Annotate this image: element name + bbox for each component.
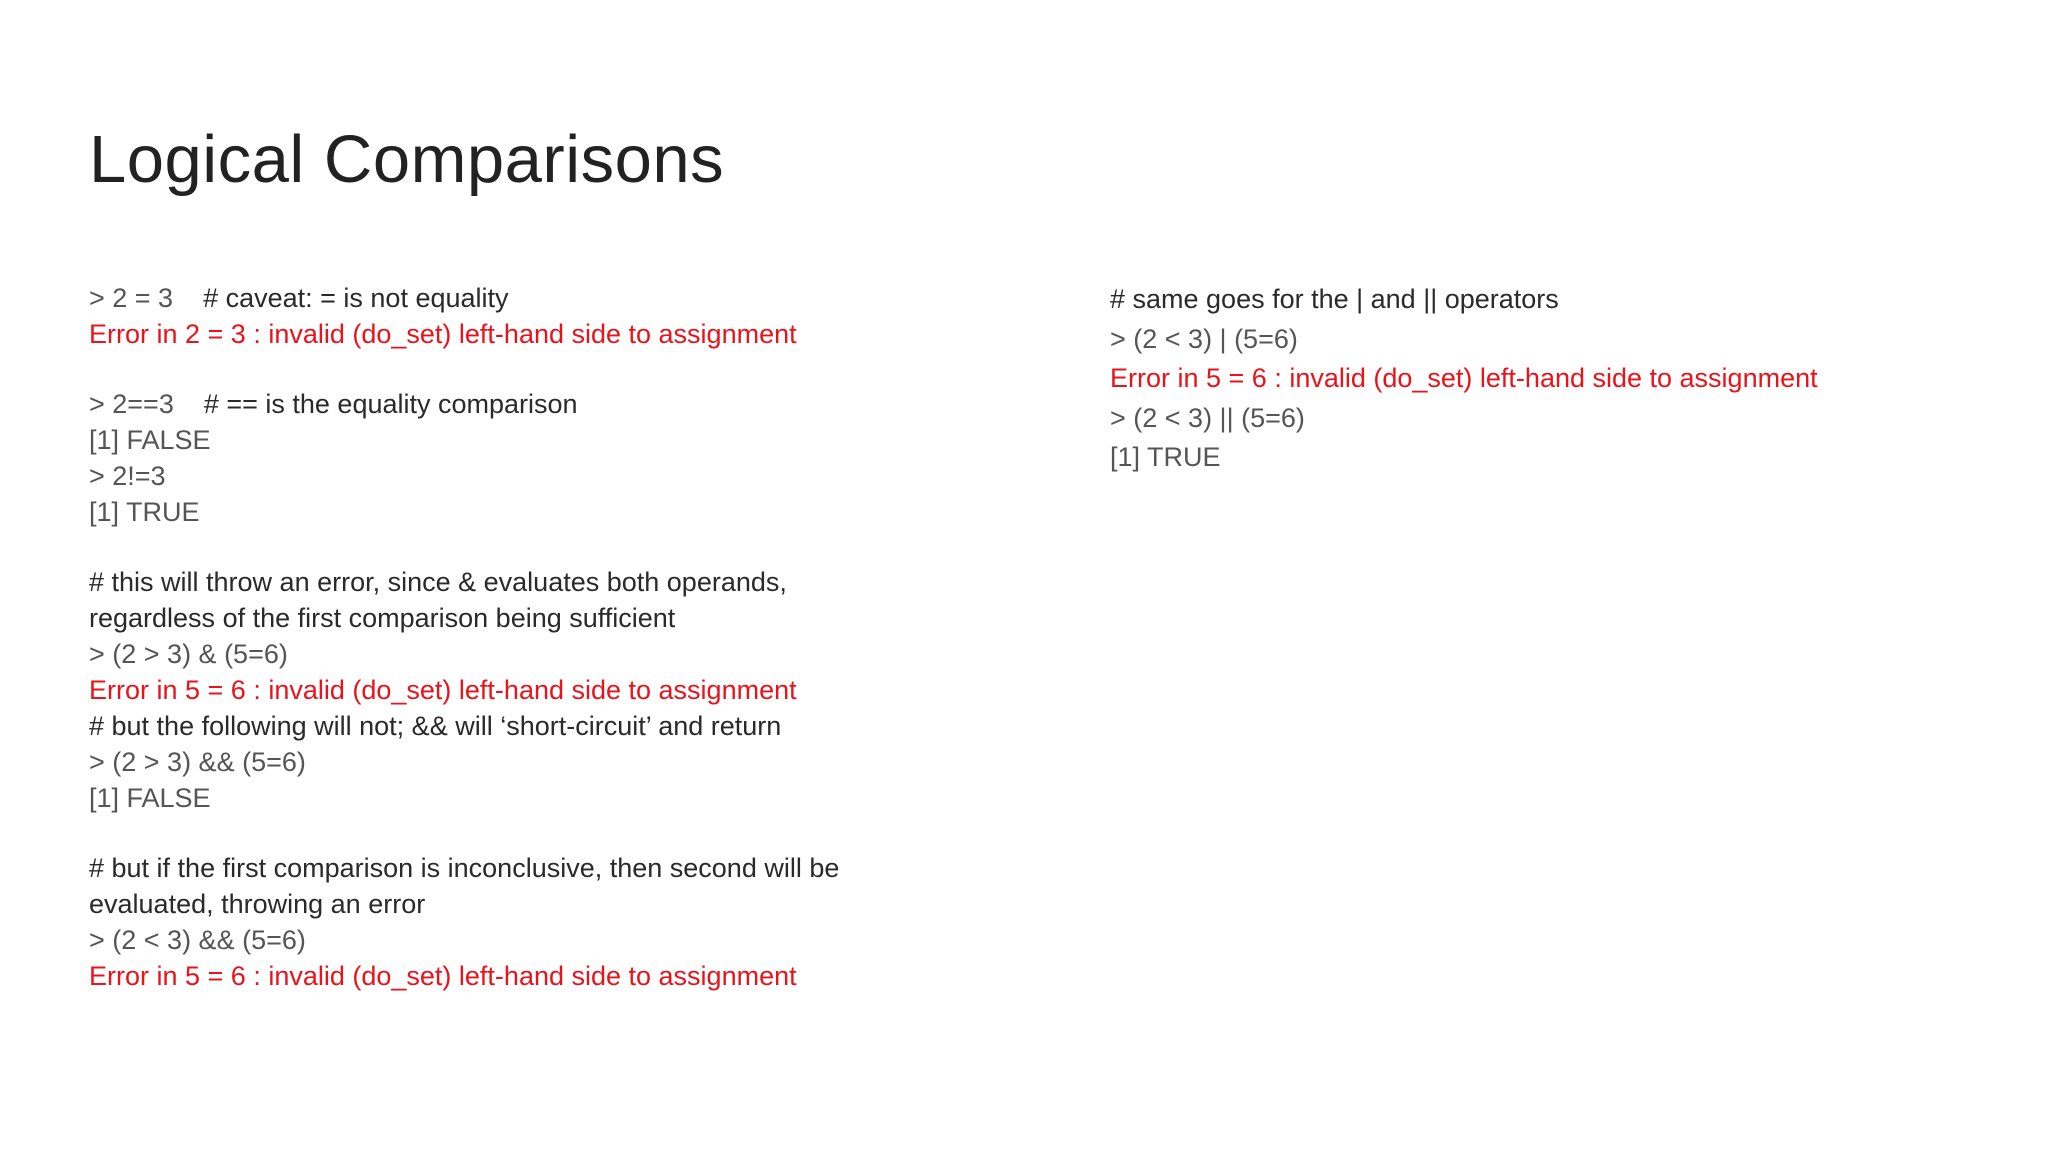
- comment-line: # same goes for the | and || operators: [1110, 284, 1559, 314]
- command: > 2==3: [89, 389, 174, 419]
- inline-comment: # caveat: = is not equality: [203, 283, 509, 313]
- right-column: [1110, 280, 1818, 478]
- command: > (2 < 3) || (5=6): [1110, 402, 1305, 433]
- output-line: [1] FALSE: [89, 425, 211, 455]
- comment-line: evaluated, throwing an error: [89, 889, 426, 919]
- code-line: [89, 280, 839, 316]
- comment-line: regardless of the first comparison being sufficient: [89, 603, 676, 633]
- output-line: [1] TRUE: [1110, 442, 1221, 472]
- error-message: Error in 2 = 3 : invalid (do_set) left-hand side to assignment: [89, 319, 797, 349]
- command: > (2 < 3) | (5=6): [1110, 323, 1298, 354]
- command: > 2!=3: [89, 461, 166, 491]
- slide-title: Logical Comparisons: [89, 122, 725, 197]
- left-column: [89, 280, 839, 994]
- comment-line: # this will throw an error, since & evaluates both operands,: [89, 567, 787, 597]
- code-line: [89, 386, 839, 422]
- error-message: Error in 5 = 6 : invalid (do_set) left-hand side to assignment: [89, 961, 797, 991]
- error-message: Error in 5 = 6 : invalid (do_set) left-hand side to assignment: [1110, 363, 1818, 393]
- output-line: [1] FALSE: [89, 783, 211, 813]
- output-line: [1] TRUE: [89, 497, 200, 527]
- inline-comment: # == is the equality comparison: [203, 389, 578, 419]
- comment-line: # but the following will not; && will ‘short-circuit’ and return: [89, 711, 782, 741]
- command: > 2 = 3: [89, 283, 174, 313]
- comment-line: # but if the first comparison is inconclusive, then second will be: [89, 853, 840, 883]
- error-message: Error in 5 = 6 : invalid (do_set) left-hand side to assignment: [89, 675, 797, 705]
- command: > (2 > 3) & (5=6): [89, 639, 288, 669]
- command: > (2 > 3) && (5=6): [89, 747, 306, 777]
- command: > (2 < 3) && (5=6): [89, 925, 306, 955]
